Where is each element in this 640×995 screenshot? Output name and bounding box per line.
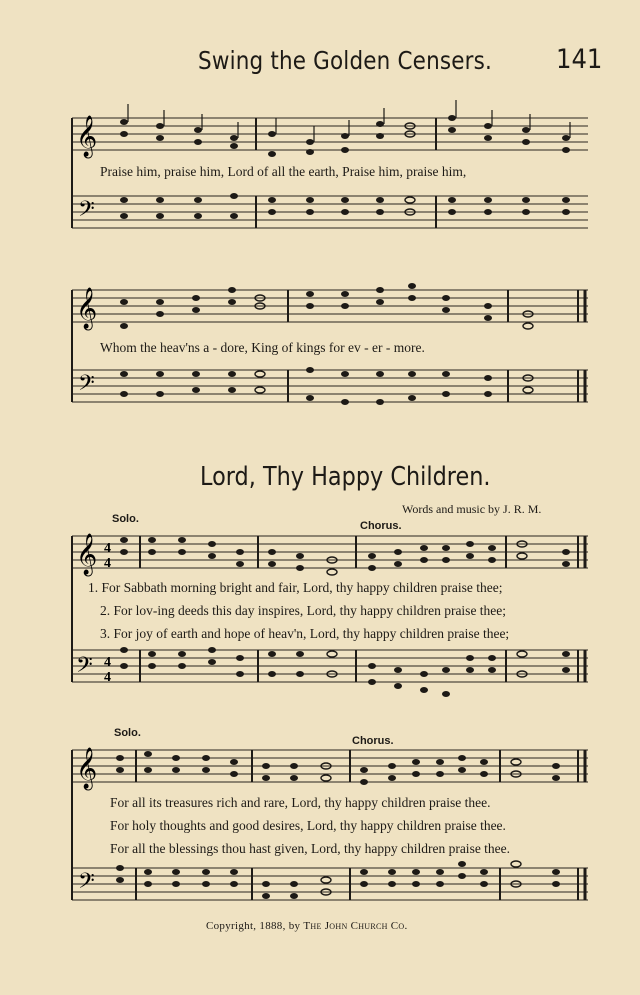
bass-clef-icon: 𝄢 xyxy=(78,197,95,226)
copyright-prefix: Copyright, 1888, by xyxy=(206,920,304,932)
bass-clef-icon: 𝄢 xyxy=(76,653,93,682)
chorus-label-1: Chorus. xyxy=(360,520,402,532)
verse-line-1a: 1. For Sabbath morning bright and fair, Lord, thy happy children praise thee; xyxy=(88,580,503,595)
hymn-title-lord-thy-happy-children: Lord, Thy Happy Children. xyxy=(200,462,491,492)
verse-line-1b: For all its treasures rich and rare, Lord, thy happy children praise thee. xyxy=(110,795,491,810)
treble-clef-icon: 𝄞 xyxy=(76,116,98,156)
verse-line-3a: 3. For joy of earth and hope of heav'n, Lord, thy happy children praise thee; xyxy=(100,626,510,641)
lyric-line-hymn1-2: Whom the heav'ns a - dore, King of kings for ev - er - more. xyxy=(100,340,425,355)
time-signature-bottom-bass: 4 xyxy=(104,670,111,685)
verse-line-2a: 2. For lov-ing deeds this day inspires, Lord, thy happy children praise thee; xyxy=(100,603,507,618)
treble-clef-icon: 𝄞 xyxy=(76,534,98,574)
verse-line-3b: For all the blessings thou hast given, Lord, thy happy children praise thee. xyxy=(110,841,511,856)
verse-line-2b: For holy thoughts and good desires, Lord, thy happy children praise thee. xyxy=(110,818,506,833)
bass-clef-icon: 𝄢 xyxy=(78,371,95,400)
copyright-publisher: The John Church Co. xyxy=(303,920,408,932)
solo-label-1: Solo. xyxy=(112,513,139,525)
page-number: 141 xyxy=(556,44,603,75)
copyright-notice xyxy=(206,920,408,932)
chorus-label-2: Chorus. xyxy=(352,735,394,747)
lyric-line-hymn1-1: Praise him, praise him, Lord of all the earth, Praise him, praise him, xyxy=(100,164,467,179)
hymn-title-swing-the-golden-censers: Swing the Golden Censers. xyxy=(198,46,493,75)
treble-clef-icon: 𝄞 xyxy=(76,748,98,788)
time-signature-top: 4 xyxy=(104,541,111,556)
treble-clef-icon: 𝄞 xyxy=(76,288,98,328)
bass-clef-icon: 𝄢 xyxy=(78,869,95,898)
hymn-credit: Words and music by J. R. M. xyxy=(402,502,542,516)
time-signature-top-bass: 4 xyxy=(104,655,111,670)
time-signature-bottom: 4 xyxy=(104,556,111,571)
solo-label-2: Solo. xyxy=(114,727,141,739)
